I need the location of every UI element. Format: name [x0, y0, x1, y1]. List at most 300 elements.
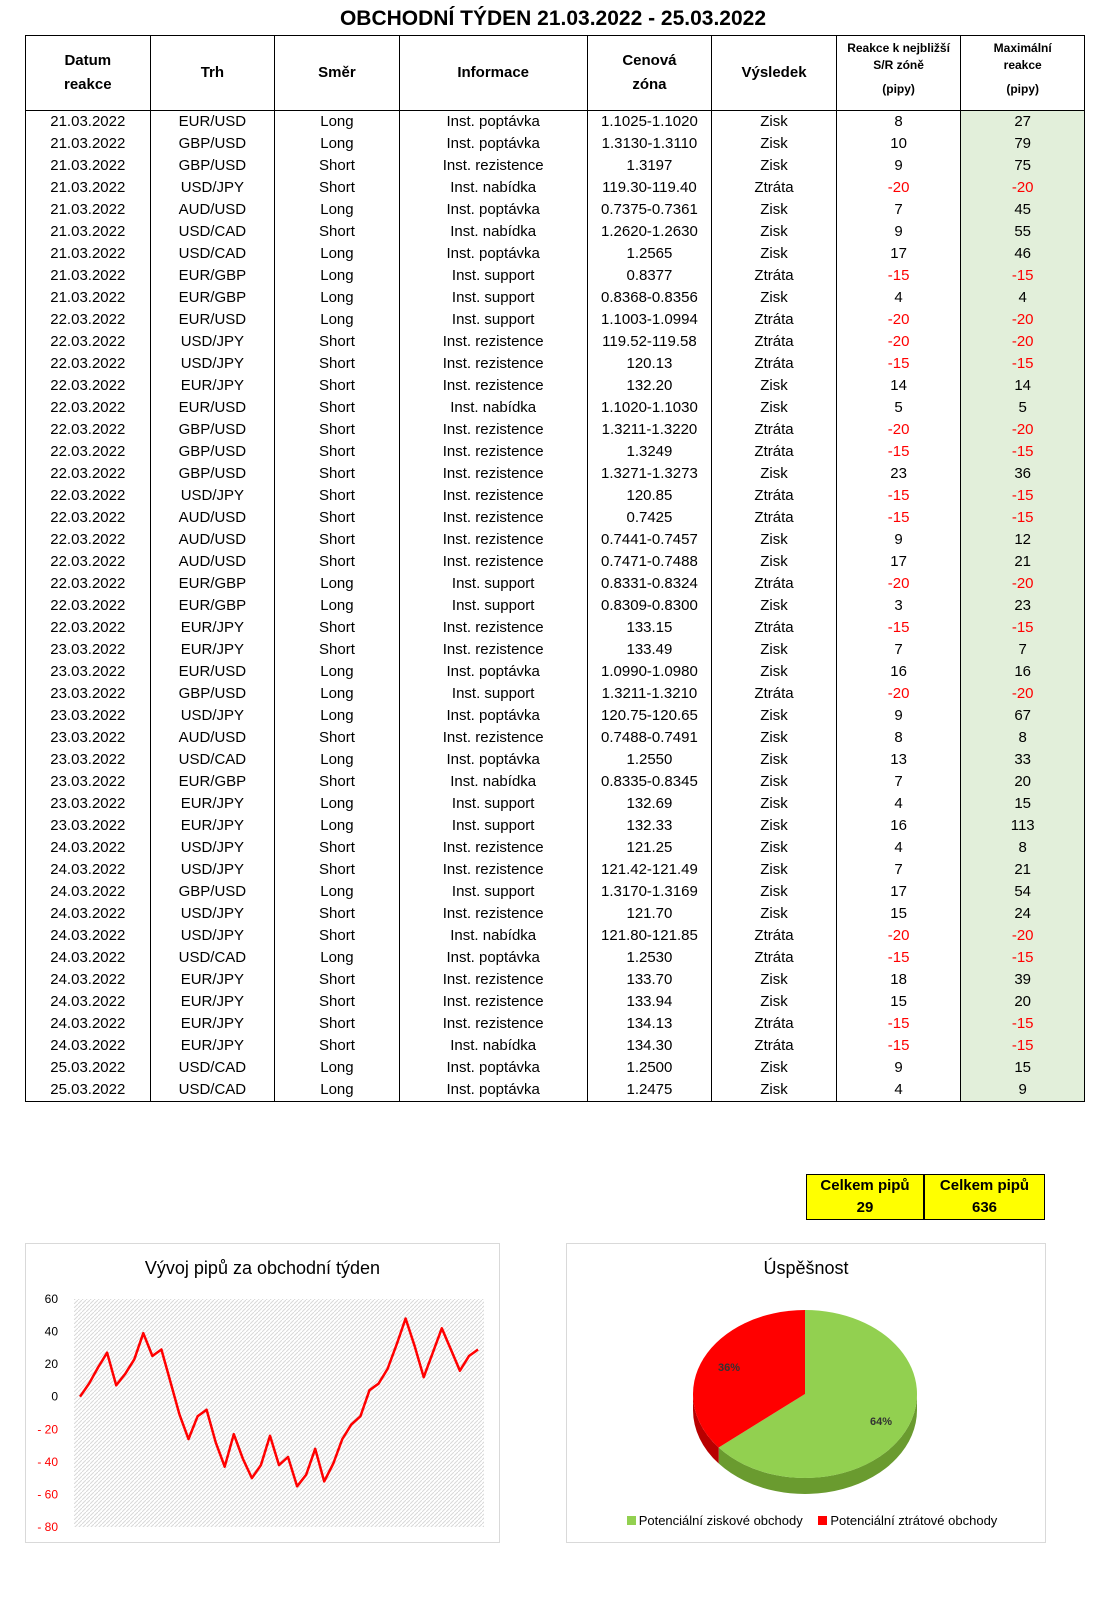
cell-info: Inst. poptávka — [399, 661, 587, 683]
cell-max: 24 — [961, 903, 1085, 925]
cell-info: Inst. support — [399, 595, 587, 617]
cell-direction: Long — [275, 815, 400, 837]
cell-zone: 1.2620-1.2630 — [587, 221, 712, 243]
cell-zone: 1.2500 — [587, 1057, 712, 1079]
cell-direction: Long — [275, 1079, 400, 1102]
cell-result: Zisk — [712, 793, 837, 815]
total-reaction-value: 29 — [856, 1199, 874, 1216]
table-row — [26, 617, 1085, 639]
cell-date: 22.03.2022 — [26, 617, 151, 639]
cell-result: Zisk — [712, 595, 837, 617]
cell-result: Ztráta — [712, 507, 837, 529]
cell-zone: 0.7425 — [587, 507, 712, 529]
cell-direction: Long — [275, 595, 400, 617]
y-tick-label: 60 — [44, 1292, 58, 1306]
cell-reaction: 8 — [836, 111, 961, 134]
cell-info: Inst. rezistence — [399, 529, 587, 551]
cell-max: -15 — [961, 507, 1085, 529]
cell-max: -15 — [961, 1013, 1085, 1035]
cell-direction: Short — [275, 441, 400, 463]
header-max-reaction: Maximální reakce (pipy) — [961, 36, 1085, 111]
cell-max: 4 — [961, 287, 1085, 309]
cell-direction: Short — [275, 419, 400, 441]
cell-result: Ztráta — [712, 925, 837, 947]
cell-reaction: 17 — [836, 551, 961, 573]
y-tick-label: - 80 — [37, 1520, 58, 1534]
table-header-row — [26, 36, 1085, 111]
table-row — [26, 375, 1085, 397]
cell-reaction: -20 — [836, 177, 961, 199]
table-row — [26, 463, 1085, 485]
table-row — [26, 397, 1085, 419]
table-row — [26, 969, 1085, 991]
cell-info: Inst. rezistence — [399, 485, 587, 507]
cell-reaction: 4 — [836, 793, 961, 815]
cell-zone: 132.20 — [587, 375, 712, 397]
cell-zone: 0.8368-0.8356 — [587, 287, 712, 309]
cell-info: Inst. nabídka — [399, 925, 587, 947]
y-tick-label: - 20 — [37, 1422, 58, 1437]
cell-max: -20 — [961, 309, 1085, 331]
cell-direction: Short — [275, 617, 400, 639]
cell-date: 23.03.2022 — [26, 771, 151, 793]
cell-max: 21 — [961, 551, 1085, 573]
cell-max: 55 — [961, 221, 1085, 243]
cell-info: Inst. support — [399, 287, 587, 309]
cell-max: 15 — [961, 1057, 1085, 1079]
legend-swatch-loss — [818, 1516, 827, 1525]
cell-result: Zisk — [712, 727, 837, 749]
cell-max: -15 — [961, 485, 1085, 507]
cell-market: EUR/JPY — [150, 375, 275, 397]
cell-date: 25.03.2022 — [26, 1079, 151, 1102]
cell-direction: Short — [275, 177, 400, 199]
cell-reaction: -20 — [836, 309, 961, 331]
cell-market: USD/JPY — [150, 859, 275, 881]
table-row — [26, 727, 1085, 749]
cell-reaction: 9 — [836, 705, 961, 727]
cell-result: Zisk — [712, 375, 837, 397]
cell-reaction: -15 — [836, 441, 961, 463]
table-row — [26, 243, 1085, 265]
cell-max: 20 — [961, 991, 1085, 1013]
cell-zone: 1.1020-1.1030 — [587, 397, 712, 419]
pie-label-win: 64% — [869, 1415, 893, 1428]
cell-direction: Short — [275, 485, 400, 507]
cell-market: USD/CAD — [150, 1057, 275, 1079]
cell-info: Inst. poptávka — [399, 199, 587, 221]
total-max-box — [924, 1174, 1045, 1220]
cell-max: 20 — [961, 771, 1085, 793]
pie-legend — [567, 1512, 1045, 1528]
cell-date: 22.03.2022 — [26, 441, 151, 463]
cell-result: Ztráta — [712, 947, 837, 969]
cell-market: EUR/USD — [150, 111, 275, 134]
cell-info: Inst. rezistence — [399, 375, 587, 397]
cell-direction: Short — [275, 859, 400, 881]
table-row — [26, 265, 1085, 287]
cell-market: USD/JPY — [150, 177, 275, 199]
table-row — [26, 199, 1085, 221]
cell-result: Ztráta — [712, 265, 837, 287]
cell-result: Zisk — [712, 771, 837, 793]
cell-max: 36 — [961, 463, 1085, 485]
cell-market: USD/CAD — [150, 947, 275, 969]
cell-market: EUR/JPY — [150, 991, 275, 1013]
cell-zone: 0.7471-0.7488 — [587, 551, 712, 573]
table-row — [26, 947, 1085, 969]
cell-zone: 1.3211-1.3220 — [587, 419, 712, 441]
cell-direction: Long — [275, 683, 400, 705]
cell-info: Inst. rezistence — [399, 969, 587, 991]
table-row — [26, 485, 1085, 507]
cell-info: Inst. support — [399, 309, 587, 331]
cell-zone: 119.30-119.40 — [587, 177, 712, 199]
cell-date: 21.03.2022 — [26, 199, 151, 221]
cell-date: 25.03.2022 — [26, 1057, 151, 1079]
cell-max: 23 — [961, 595, 1085, 617]
table-row — [26, 353, 1085, 375]
pie-label-loss: 36% — [717, 1362, 741, 1375]
cell-direction: Short — [275, 331, 400, 353]
line-chart-title: Vývoj pipů za obchodní týden — [144, 1258, 381, 1278]
cell-market: EUR/GBP — [150, 265, 275, 287]
cell-direction: Long — [275, 947, 400, 969]
cell-reaction: 16 — [836, 815, 961, 837]
cell-reaction: -15 — [836, 1013, 961, 1035]
cell-reaction: 7 — [836, 859, 961, 881]
cell-result: Zisk — [712, 529, 837, 551]
cell-date: 23.03.2022 — [26, 705, 151, 727]
header-info: Informace — [399, 36, 587, 111]
cell-zone: 1.3197 — [587, 155, 712, 177]
cell-reaction: -15 — [836, 507, 961, 529]
cell-direction: Short — [275, 1013, 400, 1035]
pie-chart-title: Úspěšnost — [763, 1258, 849, 1278]
cell-market: GBP/USD — [150, 881, 275, 903]
cell-reaction: 23 — [836, 463, 961, 485]
cell-reaction: 5 — [836, 397, 961, 419]
table-row — [26, 1035, 1085, 1057]
table-row — [26, 793, 1085, 815]
cell-date: 24.03.2022 — [26, 969, 151, 991]
cell-date: 21.03.2022 — [26, 111, 151, 134]
cell-market: USD/JPY — [150, 485, 275, 507]
cell-result: Zisk — [712, 551, 837, 573]
cell-max: 15 — [961, 793, 1085, 815]
cell-reaction: 15 — [836, 903, 961, 925]
cell-date: 23.03.2022 — [26, 815, 151, 837]
cell-market: USD/CAD — [150, 243, 275, 265]
cell-zone: 133.49 — [587, 639, 712, 661]
cell-reaction: 18 — [836, 969, 961, 991]
cell-date: 24.03.2022 — [26, 1035, 151, 1057]
cell-reaction: 4 — [836, 837, 961, 859]
cell-info: Inst. poptávka — [399, 133, 587, 155]
cell-info: Inst. rezistence — [399, 639, 587, 661]
cell-date: 23.03.2022 — [26, 749, 151, 771]
cell-direction: Short — [275, 529, 400, 551]
cell-zone: 133.94 — [587, 991, 712, 1013]
cell-direction: Long — [275, 243, 400, 265]
cell-result: Zisk — [712, 749, 837, 771]
trades-table — [25, 35, 1085, 1102]
cell-max: -20 — [961, 177, 1085, 199]
page-title: OBCHODNÍ TÝDEN 21.03.2022 - 25.03.2022 — [339, 7, 767, 30]
cell-info: Inst. support — [399, 793, 587, 815]
cell-max: -20 — [961, 925, 1085, 947]
y-tick-label: - 40 — [37, 1454, 58, 1469]
cell-date: 22.03.2022 — [26, 485, 151, 507]
cell-zone: 0.7488-0.7491 — [587, 727, 712, 749]
table-row — [26, 837, 1085, 859]
cell-max: -15 — [961, 353, 1085, 375]
cell-info: Inst. rezistence — [399, 353, 587, 375]
cell-max: -20 — [961, 419, 1085, 441]
cell-reaction: -20 — [836, 331, 961, 353]
table-row — [26, 903, 1085, 925]
cell-zone: 132.33 — [587, 815, 712, 837]
table-row — [26, 133, 1085, 155]
cell-max: 8 — [961, 727, 1085, 749]
cell-market: USD/JPY — [150, 705, 275, 727]
header-zone: Cenová zóna — [587, 36, 712, 111]
cell-zone: 1.3211-1.3210 — [587, 683, 712, 705]
cell-max: 79 — [961, 133, 1085, 155]
cell-reaction: 9 — [836, 529, 961, 551]
cell-info: Inst. support — [399, 265, 587, 287]
cell-market: EUR/GBP — [150, 771, 275, 793]
cell-zone: 120.85 — [587, 485, 712, 507]
cell-date: 22.03.2022 — [26, 419, 151, 441]
cell-market: AUD/USD — [150, 551, 275, 573]
cell-result: Ztráta — [712, 1013, 837, 1035]
cell-info: Inst. poptávka — [399, 111, 587, 134]
line-chart-panel — [25, 1243, 500, 1543]
cell-info: Inst. poptávka — [399, 1079, 587, 1102]
pie-chart-panel — [566, 1243, 1046, 1543]
cell-market: USD/JPY — [150, 903, 275, 925]
cell-date: 24.03.2022 — [26, 947, 151, 969]
cell-zone: 1.2550 — [587, 749, 712, 771]
cell-max: 9 — [961, 1079, 1085, 1102]
cell-market: GBP/USD — [150, 155, 275, 177]
cell-date: 23.03.2022 — [26, 793, 151, 815]
cell-direction: Short — [275, 507, 400, 529]
cell-info: Inst. rezistence — [399, 441, 587, 463]
cell-date: 24.03.2022 — [26, 837, 151, 859]
cell-zone: 1.3271-1.3273 — [587, 463, 712, 485]
cell-info: Inst. rezistence — [399, 859, 587, 881]
cell-direction: Short — [275, 639, 400, 661]
cell-reaction: -15 — [836, 265, 961, 287]
cell-date: 24.03.2022 — [26, 991, 151, 1013]
legend-swatch-win — [627, 1516, 636, 1525]
cell-date: 22.03.2022 — [26, 375, 151, 397]
cell-zone: 133.70 — [587, 969, 712, 991]
cell-direction: Short — [275, 155, 400, 177]
y-tick-label: 40 — [44, 1324, 58, 1339]
cell-reaction: -20 — [836, 573, 961, 595]
pie-chart — [567, 1284, 1045, 1524]
cell-reaction: 4 — [836, 1079, 961, 1102]
cell-date: 24.03.2022 — [26, 1013, 151, 1035]
table-row — [26, 991, 1085, 1013]
header-date: Datum reakce — [26, 36, 151, 111]
cell-info: Inst. rezistence — [399, 1013, 587, 1035]
cell-date: 23.03.2022 — [26, 639, 151, 661]
cell-date: 23.03.2022 — [26, 727, 151, 749]
cell-max: -20 — [961, 331, 1085, 353]
cell-info: Inst. support — [399, 683, 587, 705]
cell-market: EUR/JPY — [150, 639, 275, 661]
cell-date: 21.03.2022 — [26, 155, 151, 177]
cell-market: USD/JPY — [150, 331, 275, 353]
cell-date: 22.03.2022 — [26, 507, 151, 529]
header-reaction: Reakce k nejbližší S/R zóně (pipy) — [836, 36, 961, 111]
cell-direction: Short — [275, 837, 400, 859]
cell-direction: Short — [275, 397, 400, 419]
cell-date: 22.03.2022 — [26, 309, 151, 331]
cell-result: Ztráta — [712, 419, 837, 441]
cell-reaction: 3 — [836, 595, 961, 617]
cell-reaction: -15 — [836, 1035, 961, 1057]
cell-result: Ztráta — [712, 353, 837, 375]
cell-market: EUR/USD — [150, 661, 275, 683]
cell-reaction: -15 — [836, 485, 961, 507]
cell-reaction: 15 — [836, 991, 961, 1013]
cell-zone: 120.13 — [587, 353, 712, 375]
table-row — [26, 221, 1085, 243]
table-row — [26, 309, 1085, 331]
cell-zone: 119.52-119.58 — [587, 331, 712, 353]
cell-direction: Long — [275, 265, 400, 287]
cell-reaction: 9 — [836, 155, 961, 177]
cell-result: Zisk — [712, 639, 837, 661]
legend-label-win: Potenciální ziskové obchody — [638, 1513, 803, 1529]
cell-market: EUR/GBP — [150, 287, 275, 309]
cell-info: Inst. rezistence — [399, 617, 587, 639]
y-tick-label: 20 — [44, 1357, 58, 1372]
cell-zone: 121.42-121.49 — [587, 859, 712, 881]
cell-info: Inst. rezistence — [399, 463, 587, 485]
cell-result: Zisk — [712, 221, 837, 243]
cell-reaction: 7 — [836, 639, 961, 661]
table-row — [26, 419, 1085, 441]
cell-result: Zisk — [712, 1079, 837, 1102]
table-row — [26, 573, 1085, 595]
cell-direction: Short — [275, 771, 400, 793]
line-chart — [26, 1244, 499, 1542]
table-row — [26, 881, 1085, 903]
cell-market: USD/CAD — [150, 1079, 275, 1102]
cell-max: 54 — [961, 881, 1085, 903]
cell-market: EUR/USD — [150, 397, 275, 419]
cell-date: 22.03.2022 — [26, 573, 151, 595]
cell-zone: 0.8331-0.8324 — [587, 573, 712, 595]
table-row — [26, 771, 1085, 793]
table-row — [26, 1057, 1085, 1079]
cell-reaction: -15 — [836, 353, 961, 375]
cell-date: 22.03.2022 — [26, 595, 151, 617]
cell-result: Zisk — [712, 991, 837, 1013]
cell-result: Zisk — [712, 815, 837, 837]
cell-date: 24.03.2022 — [26, 881, 151, 903]
cell-direction: Short — [275, 1035, 400, 1057]
cell-result: Zisk — [712, 859, 837, 881]
cell-zone: 1.3130-1.3110 — [587, 133, 712, 155]
cell-max: 75 — [961, 155, 1085, 177]
cell-market: USD/JPY — [150, 925, 275, 947]
cell-direction: Short — [275, 551, 400, 573]
cell-zone: 1.2475 — [587, 1079, 712, 1102]
cell-reaction: -15 — [836, 947, 961, 969]
cell-date: 22.03.2022 — [26, 529, 151, 551]
cell-max: -15 — [961, 947, 1085, 969]
cell-direction: Short — [275, 353, 400, 375]
cell-direction: Long — [275, 881, 400, 903]
cell-result: Ztráta — [712, 1035, 837, 1057]
cell-result: Zisk — [712, 881, 837, 903]
cell-info: Inst. support — [399, 881, 587, 903]
cell-zone: 0.8309-0.8300 — [587, 595, 712, 617]
cell-date: 21.03.2022 — [26, 243, 151, 265]
table-row — [26, 1013, 1085, 1035]
cell-date: 21.03.2022 — [26, 287, 151, 309]
cell-reaction: 13 — [836, 749, 961, 771]
cell-max: 21 — [961, 859, 1085, 881]
cell-result: Zisk — [712, 155, 837, 177]
cell-date: 24.03.2022 — [26, 903, 151, 925]
table-row — [26, 749, 1085, 771]
cell-market: EUR/USD — [150, 309, 275, 331]
cell-market: USD/CAD — [150, 749, 275, 771]
cell-zone: 1.1003-1.0994 — [587, 309, 712, 331]
cell-reaction: 7 — [836, 771, 961, 793]
cell-reaction: 8 — [836, 727, 961, 749]
cell-direction: Short — [275, 221, 400, 243]
cell-direction: Long — [275, 749, 400, 771]
cell-result: Zisk — [712, 1057, 837, 1079]
cell-market: EUR/JPY — [150, 617, 275, 639]
table-row — [26, 529, 1085, 551]
cell-zone: 1.0990-1.0980 — [587, 661, 712, 683]
cell-market: GBP/USD — [150, 683, 275, 705]
cell-direction: Short — [275, 969, 400, 991]
total-max-label: Celkem pipů — [939, 1177, 1030, 1194]
cell-zone: 1.2530 — [587, 947, 712, 969]
cell-max: 46 — [961, 243, 1085, 265]
cell-zone: 133.15 — [587, 617, 712, 639]
cell-market: AUD/USD — [150, 507, 275, 529]
cell-reaction: -15 — [836, 617, 961, 639]
cell-result: Zisk — [712, 287, 837, 309]
total-reaction-box — [806, 1174, 924, 1220]
cell-zone: 121.25 — [587, 837, 712, 859]
cell-result: Ztráta — [712, 441, 837, 463]
cell-direction: Long — [275, 287, 400, 309]
cell-reaction: 16 — [836, 661, 961, 683]
cell-direction: Short — [275, 463, 400, 485]
table-row — [26, 639, 1085, 661]
cell-zone: 1.2565 — [587, 243, 712, 265]
cell-info: Inst. poptávka — [399, 243, 587, 265]
cell-date: 22.03.2022 — [26, 551, 151, 573]
cell-date: 24.03.2022 — [26, 859, 151, 881]
cell-result: Ztráta — [712, 617, 837, 639]
cell-market: EUR/JPY — [150, 969, 275, 991]
cell-info: Inst. support — [399, 573, 587, 595]
